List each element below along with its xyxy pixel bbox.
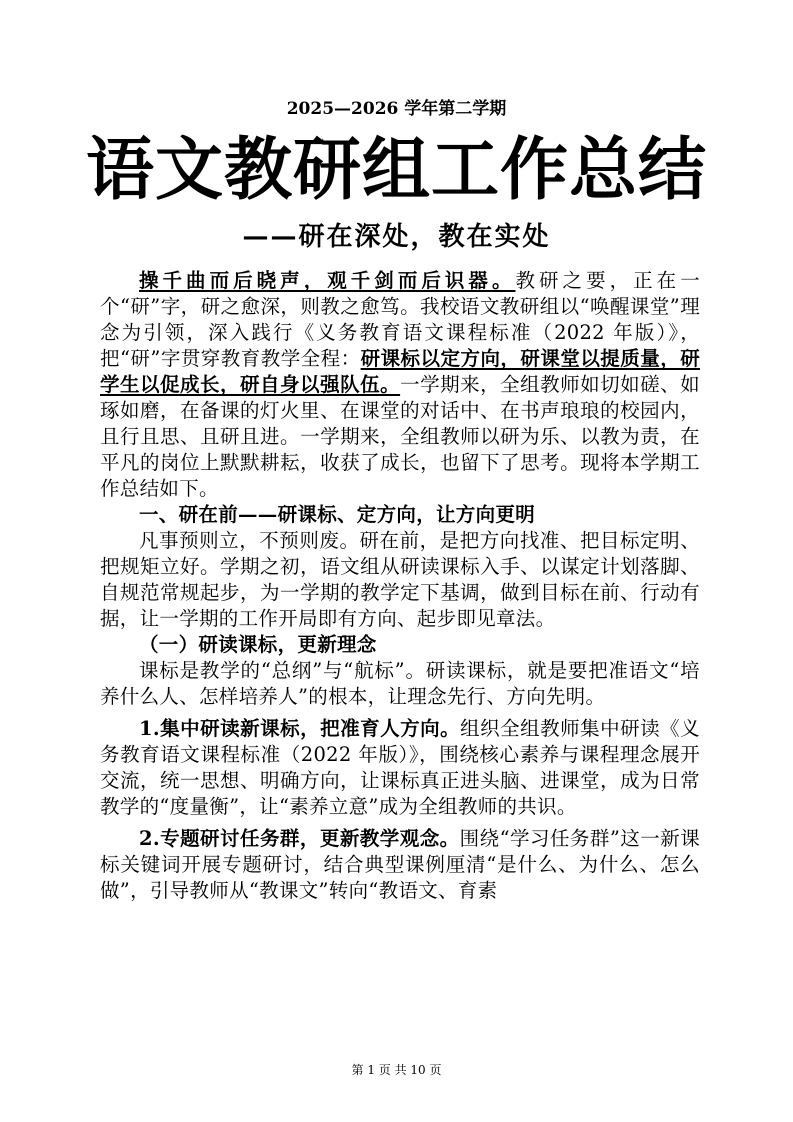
document-body bbox=[100, 268, 700, 904]
intro-text-part1: 教研之要，正在一个“研”字，研之愈深，则教之愈笃。我校语文教研组以“唤醒课堂”理念为引领，深入践行《义务教育语文课程标准（2022 年版）》，把“研”字贯穿教育教学全程： bbox=[100, 269, 700, 370]
item2-lead: 2.专题研讨任务群，更新教学观念。 bbox=[139, 827, 460, 850]
document-subtitle: ——研在深处，教在实处 bbox=[242, 222, 551, 252]
page-number-footer: 第 1 页 共 10 页 bbox=[351, 1063, 442, 1077]
intro-lead-quote: 操千曲而后晓声，观千剑而后识器。 bbox=[139, 269, 516, 292]
document-title: 语文教研组工作总结 bbox=[85, 131, 707, 210]
intro-text-part2: 一学期来，全组教师如切如磋、如琢如磨，在备课的灯火里、在课堂的对话中、在书声琅琅的校园内，且行且思、且研且进。一学期来，全组教师以研为乐、以教为责，在平凡的岗位上默默耕耘，收获了成长，也留下了思考。现将本学期工作总结如下。 bbox=[100, 373, 700, 500]
intro-paragraph bbox=[100, 268, 700, 502]
section1-paragraph: 凡事预则立，不预则废。研在前，是把方向找准、把目标定明、把规矩立好。学期之初，语文组从研读课标入手、以谋定计划落脚、自规范常规起步，为一学期的教学定下基调，做到目标在前、行动有据，让一学期的工作开局即有方向、起步即见章法。 bbox=[100, 529, 700, 630]
subsection-heading-1: （一）研读课标，更新理念 bbox=[139, 633, 377, 656]
intro-key-statement: 研课标以定方向，研课堂以提质量，研学生以促成长，研自身以强队伍。 bbox=[100, 347, 700, 396]
item-paragraph-2 bbox=[100, 826, 700, 904]
subsection1-paragraph: 课标是教学的“总纲”与“航标”。研读课标，就是要把准语文“培养什么人、怎样培养人”的根本，让理念先行、方向先明。 bbox=[100, 659, 700, 708]
section-heading-1: 一、研在前——研课标、定方向，让方向更明 bbox=[139, 503, 535, 526]
semester-header: 2025—2026 学年第二学期 bbox=[286, 99, 507, 119]
item1-text: 组织全组教师集中研读《义务教育语文课程标准（2022 年版）》，围绕核心素养与课程理念展开交流，统一思想、明确方向，让课标真正进头脑、进课堂，成为日常教学的“度量衡”，让“素养立意”成为全组教师的共识。 bbox=[100, 717, 700, 818]
item2-text: 围绕“学习任务群”这一新课标关键词开展专题研讨，结合典型课例厘清“是什么、为什么、怎么做”，引导教师从“教课文”转向“教语文、育素 bbox=[100, 827, 700, 902]
item-paragraph-1 bbox=[100, 716, 700, 820]
item1-lead: 1.集中研读新课标，把准育人方向。 bbox=[139, 717, 461, 740]
